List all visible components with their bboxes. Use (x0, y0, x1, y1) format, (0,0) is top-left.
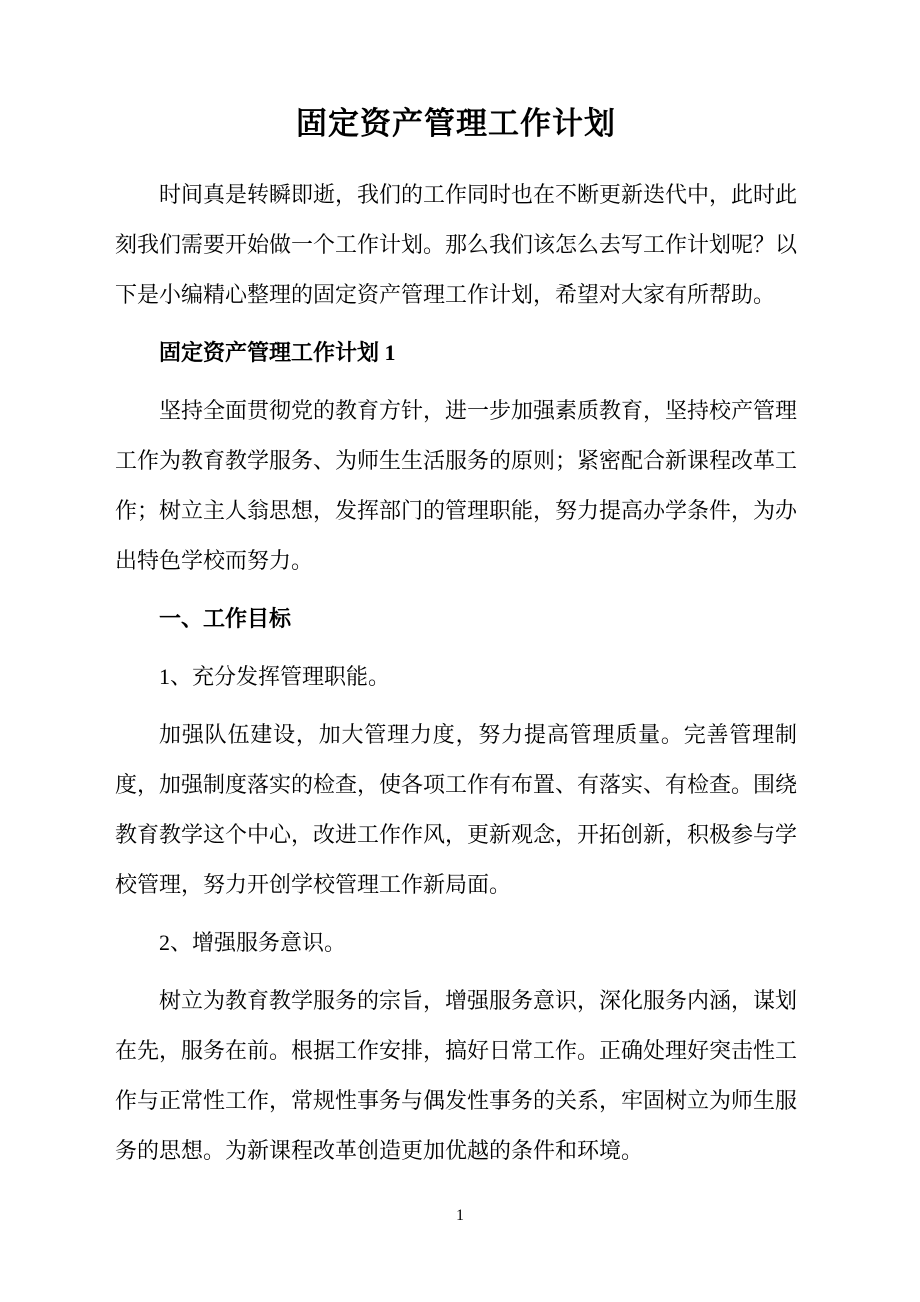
paragraph-item-1-title: 1、充分发挥管理职能。 (159, 664, 391, 689)
section-heading-work-goals: 一、工作目标 (159, 606, 292, 631)
paragraph-intro: 时间真是转瞬即逝，我们的工作同时也在不断更新迭代中，此时此刻我们需要开始做一个工作计划。那么我们该怎么去写工作计划呢？以下是小编精心整理的固定资产管理工作计划，希望对大家有所帮助。 (115, 182, 798, 307)
page-number: 1 (456, 1207, 464, 1224)
paragraph-item-1-body: 加强队伍建设，加大管理力度，努力提高管理质量。完善管理制度，加强制度落实的检查，使各项工作有布置、有落实、有检查。围绕教育教学这个中心，改进工作作风，更新观念，开拓创新，积极参与学校管理，努力开创学校管理工作新局面。 (115, 722, 798, 897)
section-heading-plan-1: 固定资产管理工作计划 1 (159, 340, 396, 365)
document-title: 固定资产管理工作计划 (296, 106, 616, 141)
paragraph-item-2-body: 树立为教育教学服务的宗旨，增强服务意识，深化服务内涵，谋划在先，服务在前。根据工作安排，搞好日常工作。正确处理好突击性工作与正常性工作，常规性事务与偶发性事务的关系，牢固树立为师生服务的思想。为新课程改革创造更加优越的条件和环境。 (115, 988, 798, 1163)
paragraph-item-2-title: 2、增强服务意识。 (159, 930, 347, 955)
paragraph-guiding-principles: 坚持全面贯彻党的教育方针，进一步加强素质教育，坚持校产管理工作为教育教学服务、为师生生活服务的原则；紧密配合新课程改革工作；树立主人翁思想，发挥部门的管理职能，努力提高办学条件，为办出特色学校而努力。 (115, 398, 798, 573)
document-content (115, 0, 797, 1184)
